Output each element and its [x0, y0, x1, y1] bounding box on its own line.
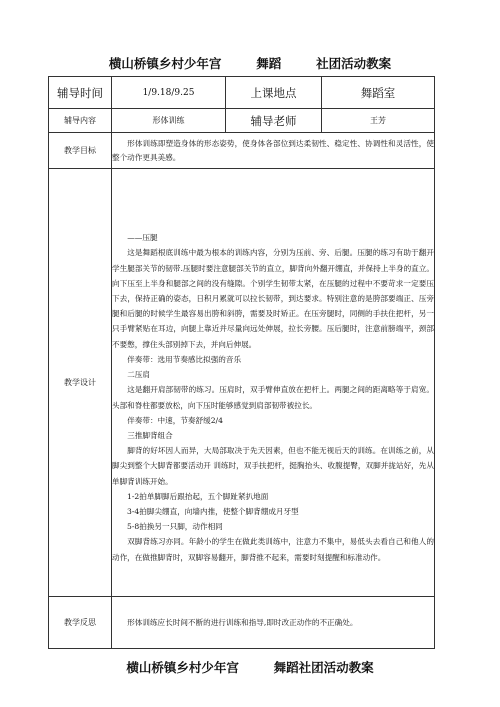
- design-row: [49, 169, 435, 597]
- place-label: 上课地点: [226, 77, 322, 109]
- design-content: [112, 169, 435, 597]
- accompaniment-2: 伴奏带：中速，节奏舒缓2/4: [127, 415, 223, 425]
- lesson-plan-table: [48, 76, 435, 649]
- reflection-text: 形体训练应长时间不断的进行训练和指导,即时改正动作的不正确处。: [112, 597, 435, 649]
- reflection-label: 教学反思: [49, 597, 112, 649]
- info-row-content: [49, 109, 435, 133]
- content-label: 辅导内容: [49, 109, 112, 133]
- section-title-press-leg: ——压腿: [127, 233, 158, 243]
- section-title-instep: 三推脚背组合: [127, 430, 173, 440]
- reflection-row: [49, 597, 435, 649]
- page-title: 横山桥镇乡村少年宫 舞蹈 社团活动教案: [108, 56, 392, 71]
- teacher-label: 辅导老师: [226, 109, 322, 133]
- content-value: 形体训练: [112, 109, 226, 133]
- instep-double-text: 双脚背练习亦同。年龄小的学生在做此类训练中，注意力不集中，易低头去看自己和他人的动作，在做推脚背时，双脚容易翻开，脚背推不起来，需要时刻提醒和标准动作。: [112, 537, 434, 562]
- page-footer-title: 横山桥镇乡村少年宫 舞蹈社团活动教案: [126, 660, 374, 675]
- goal-label: 教学目标: [49, 133, 112, 169]
- accompaniment-1: 伴奏带：选用节奏感比拟强的音乐: [127, 354, 242, 364]
- press-leg-text: 这是舞蹈根底训练中最为根本的训练内容，分别为压前、旁、后腿。压腿的练习有助于翻开学生腿部关节的韧带.压腿时要注意腿部关节的直立，脚背向外翻开绷直，并保持上半身的直立。向下压至上半身和腿部之间的没有缝隙。个别学生韧带太紧，在压腿的过程中不要苛求一定要压下去，保持正确的姿态，日积月累就可以拉长韧带，到达要求。特别注意的是胯部要端正、压旁腿和后腿的时候学生最容易出胯和斜胯，需要及时矫正。在压旁腿时，同侧的手扶住把杆，另一只手臂紧贴在耳边，向腿上靠近并尽量向远处伸展，拉长旁腰。压后腿时，注意前膀端平，颈部不要憋，撑住头部别掉下去，并向后伸展。: [112, 248, 434, 349]
- design-label: 教学设计: [49, 169, 112, 597]
- goal-text: 形体训练即塑造身体的形态姿势，使身体各部位到达柔韧性、稳定性、协调性和灵活性，使整个动作更具美感。: [112, 133, 435, 169]
- time-label: 辅导时间: [49, 77, 112, 109]
- step-1-2: 1-2拍单脚脚后跟抬起，五个脚趾紧扒地面: [127, 491, 269, 501]
- time-value: 1/9.18/9.25: [112, 77, 226, 109]
- section-title-press-shoulder: 二压肩: [127, 370, 150, 380]
- goal-row: [49, 133, 435, 169]
- instep-text: 脚背的好坏因人而异，大局部取决于先天因素，但也不能无视后天的训练。在训练之前，从脚尖到整个大脚背都要活动开 训练时，双手扶把杆，挺胸抬头、收腹提臀，双脚并拢站好，先从单脚背训练开始。: [112, 446, 434, 486]
- press-shoulder-text: 这是翻开肩部韧带的练习。压肩时，双手臂伸直放在把杆上。两腿之间的距离略等于肩宽。头部和脊柱都要放松，向下压时能够感觉到肩部韧带被拉长。: [112, 385, 434, 410]
- place-value: 舞蹈室: [322, 77, 435, 109]
- info-row-time: [49, 77, 435, 109]
- teacher-value: 王芳: [322, 109, 435, 133]
- step-5-8: 5-8拍换另一只脚，动作相同: [127, 522, 223, 532]
- step-3-4: 3-4拍脚尖绷直，向墙内推，使整个脚背绷成月牙型: [127, 506, 299, 516]
